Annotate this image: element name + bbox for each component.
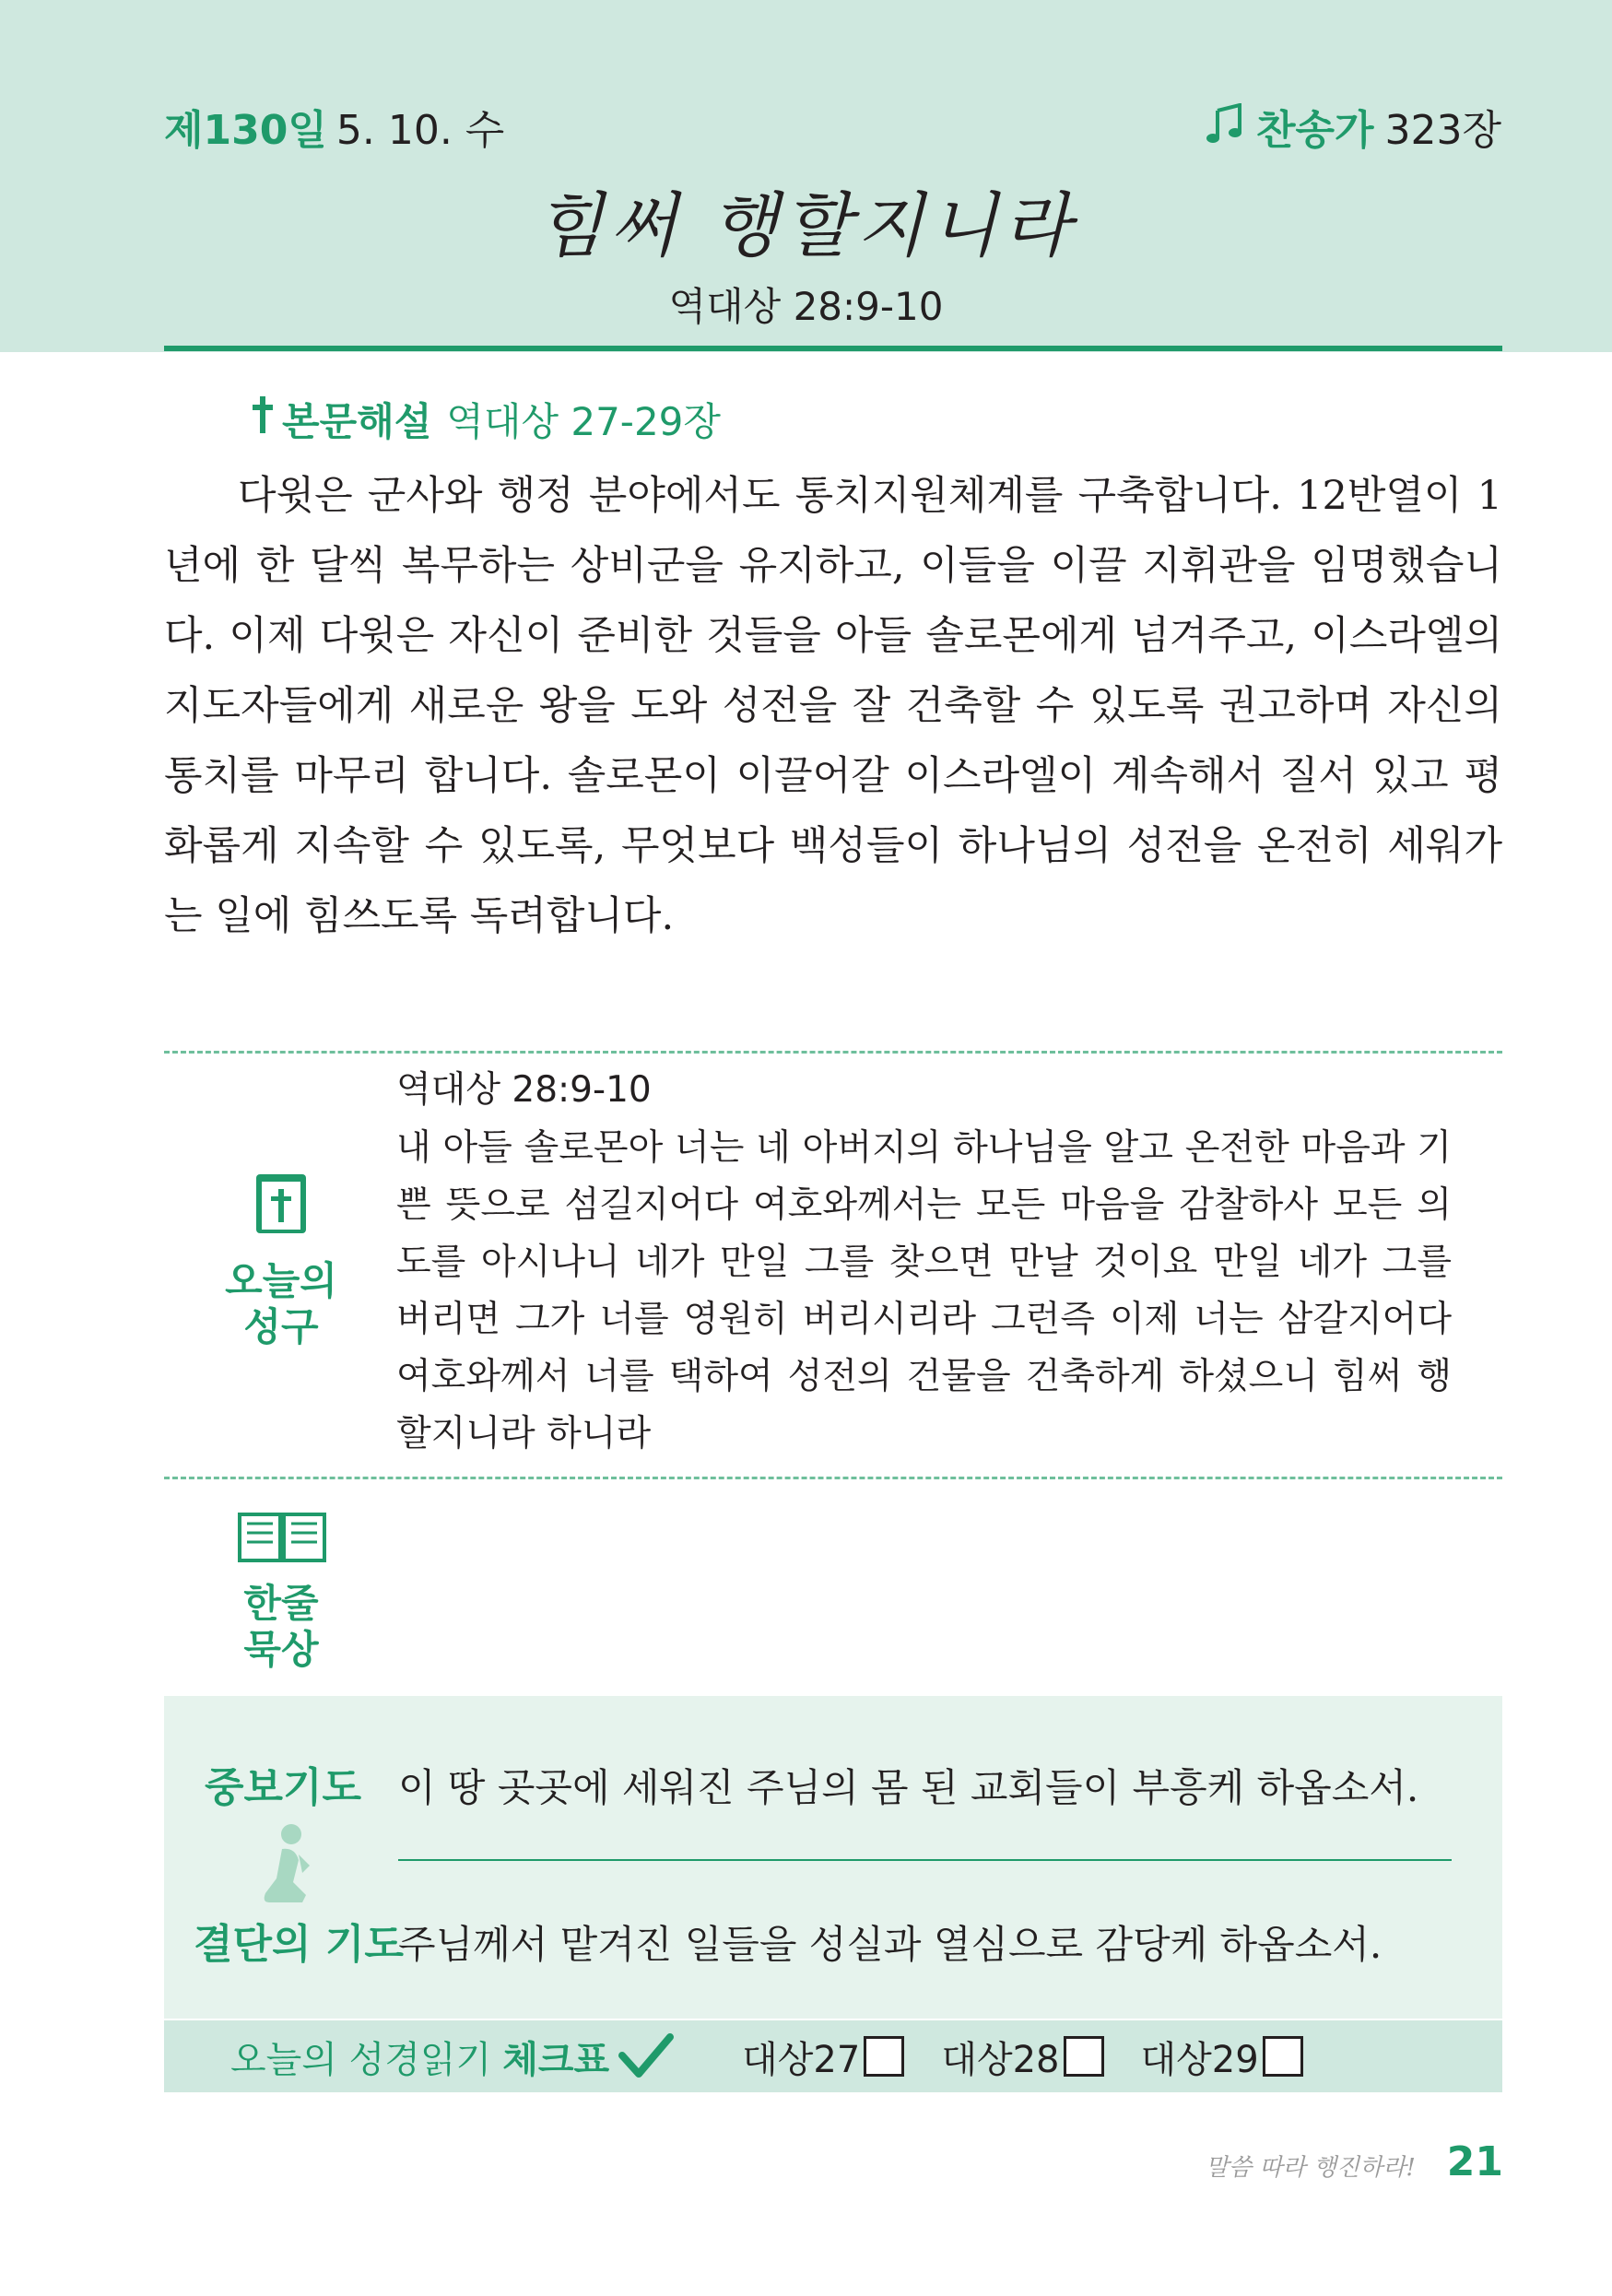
checkbox[interactable]: [1064, 2036, 1104, 2077]
verse-top-divider: [164, 1051, 1502, 1054]
commentary-label: 본문해설: [282, 399, 432, 444]
commentary-range: 역대상 27-29장: [446, 399, 721, 444]
checkmark-icon: [618, 2033, 674, 2079]
music-note-icon: [1206, 103, 1243, 159]
prayer-divider: [398, 1859, 1452, 1861]
resolution-label: 결단의 기도: [194, 1921, 404, 1968]
resolution-text: 주님께서 맡겨진 일들을 성실과 열심으로 감당케 하옵소서.: [398, 1922, 1383, 1967]
commentary-heading: [251, 394, 721, 450]
open-book-icon: [234, 1507, 330, 1570]
page-header: [0, 0, 1612, 352]
hymn-number: 323장: [1384, 107, 1501, 154]
commentary-text: 다윗은 군사와 행정 분야에서도 통치지원체계를 구축합니다. 12반열이 1년에 한 달씩 복무하는 상비군을 유지하고, 이들을 이끌 지휘관을 임명했습니다. 이제 다윗은 자신이 준비한 것들을 아들 솔로몬에게 넘겨주고, 이스라엘의 지도자들에게 새로운 왕을 도와 성전을 잘 건축할 수 있도록 권고하며 자신의 통치를 마무리 합니다. 솔로몬이 이끌어갈 이스라엘이 계속해서 질서 있고 평화롭게 지속할 수 있도록, 무엇보다 백성들이 하나님의 성전을 온전히 세워가는 일에 힘쓰도록 독려합니다.: [164, 473, 1502, 939]
checklist-item-label: 대상29: [1140, 2038, 1259, 2081]
day-line: [164, 103, 504, 159]
verse-label: [198, 1258, 364, 1350]
checklist-item-2[interactable]: [941, 2031, 1103, 2083]
checklist-item-3[interactable]: [1141, 2031, 1303, 2083]
verse-text: 내 아들 솔로몬아 너는 네 아버지의 하나님을 알고 온전한 마음과 기쁜 뜻으로 섬길지어다 여호와께서는 모든 마음을 감찰하사 모든 의도를 아시나니 네가 만일 그를 찾으면 만날 것이요 만일 네가 그를 버리면 그가 너를 영원히 버리시리라 그런즉 이제 너는 삼갈지어다 여호와께서 너를 택하여 성전의 건물을 건축하게 하셨으니 힘써 행할지니라 하니라: [396, 1127, 1452, 1454]
verse-ref: 역대상 28:9-10: [396, 1069, 652, 1111]
hymn-info: [1206, 103, 1501, 159]
page-title: 힘써 행할지니라: [535, 184, 1077, 266]
praying-person-icon: [249, 1823, 319, 1910]
cross-icon: [251, 394, 275, 450]
footer-slogan: 말씀 따라 행진하라!: [1205, 2154, 1416, 2182]
verse-label-line2: 성구: [243, 1304, 319, 1349]
intercession-text: 이 땅 곳곳에 세워진 주님의 몸 된 교회들이 부흥케 하옵소서.: [398, 1765, 1419, 1810]
meditation-label-line1: 한줄: [243, 1581, 319, 1626]
verse-bottom-divider: [164, 1477, 1502, 1479]
verse-label-line1: 오늘의: [225, 1258, 337, 1303]
page-number: 21: [1446, 2138, 1503, 2185]
bible-cross-icon: [254, 1171, 308, 1241]
checklist-item-label: 대상28: [941, 2038, 1060, 2081]
intercession-label: 중보기도: [205, 1764, 362, 1811]
meditation-label-line2: 묵상: [243, 1627, 319, 1672]
checkbox[interactable]: [1263, 2036, 1303, 2077]
header-divider: [164, 346, 1502, 351]
checklist-lead: 오늘의 성경읽기: [230, 2038, 492, 2081]
checklist-item-label: 대상27: [742, 2038, 861, 2081]
day-date: 5. 10. 수: [335, 107, 505, 154]
title-scripture-ref: 역대상 28:9-10: [668, 284, 944, 329]
day-number: 제130일: [164, 107, 327, 154]
checklist-item-1[interactable]: [742, 2031, 904, 2083]
checklist-lead-bold: 체크표: [502, 2038, 610, 2081]
reading-checklist: [164, 2020, 1502, 2092]
hymn-label: 찬송가: [1255, 107, 1374, 154]
checkbox[interactable]: [864, 2036, 904, 2077]
page-footer: [1206, 2138, 1503, 2185]
meditation-label: [198, 1581, 364, 1673]
